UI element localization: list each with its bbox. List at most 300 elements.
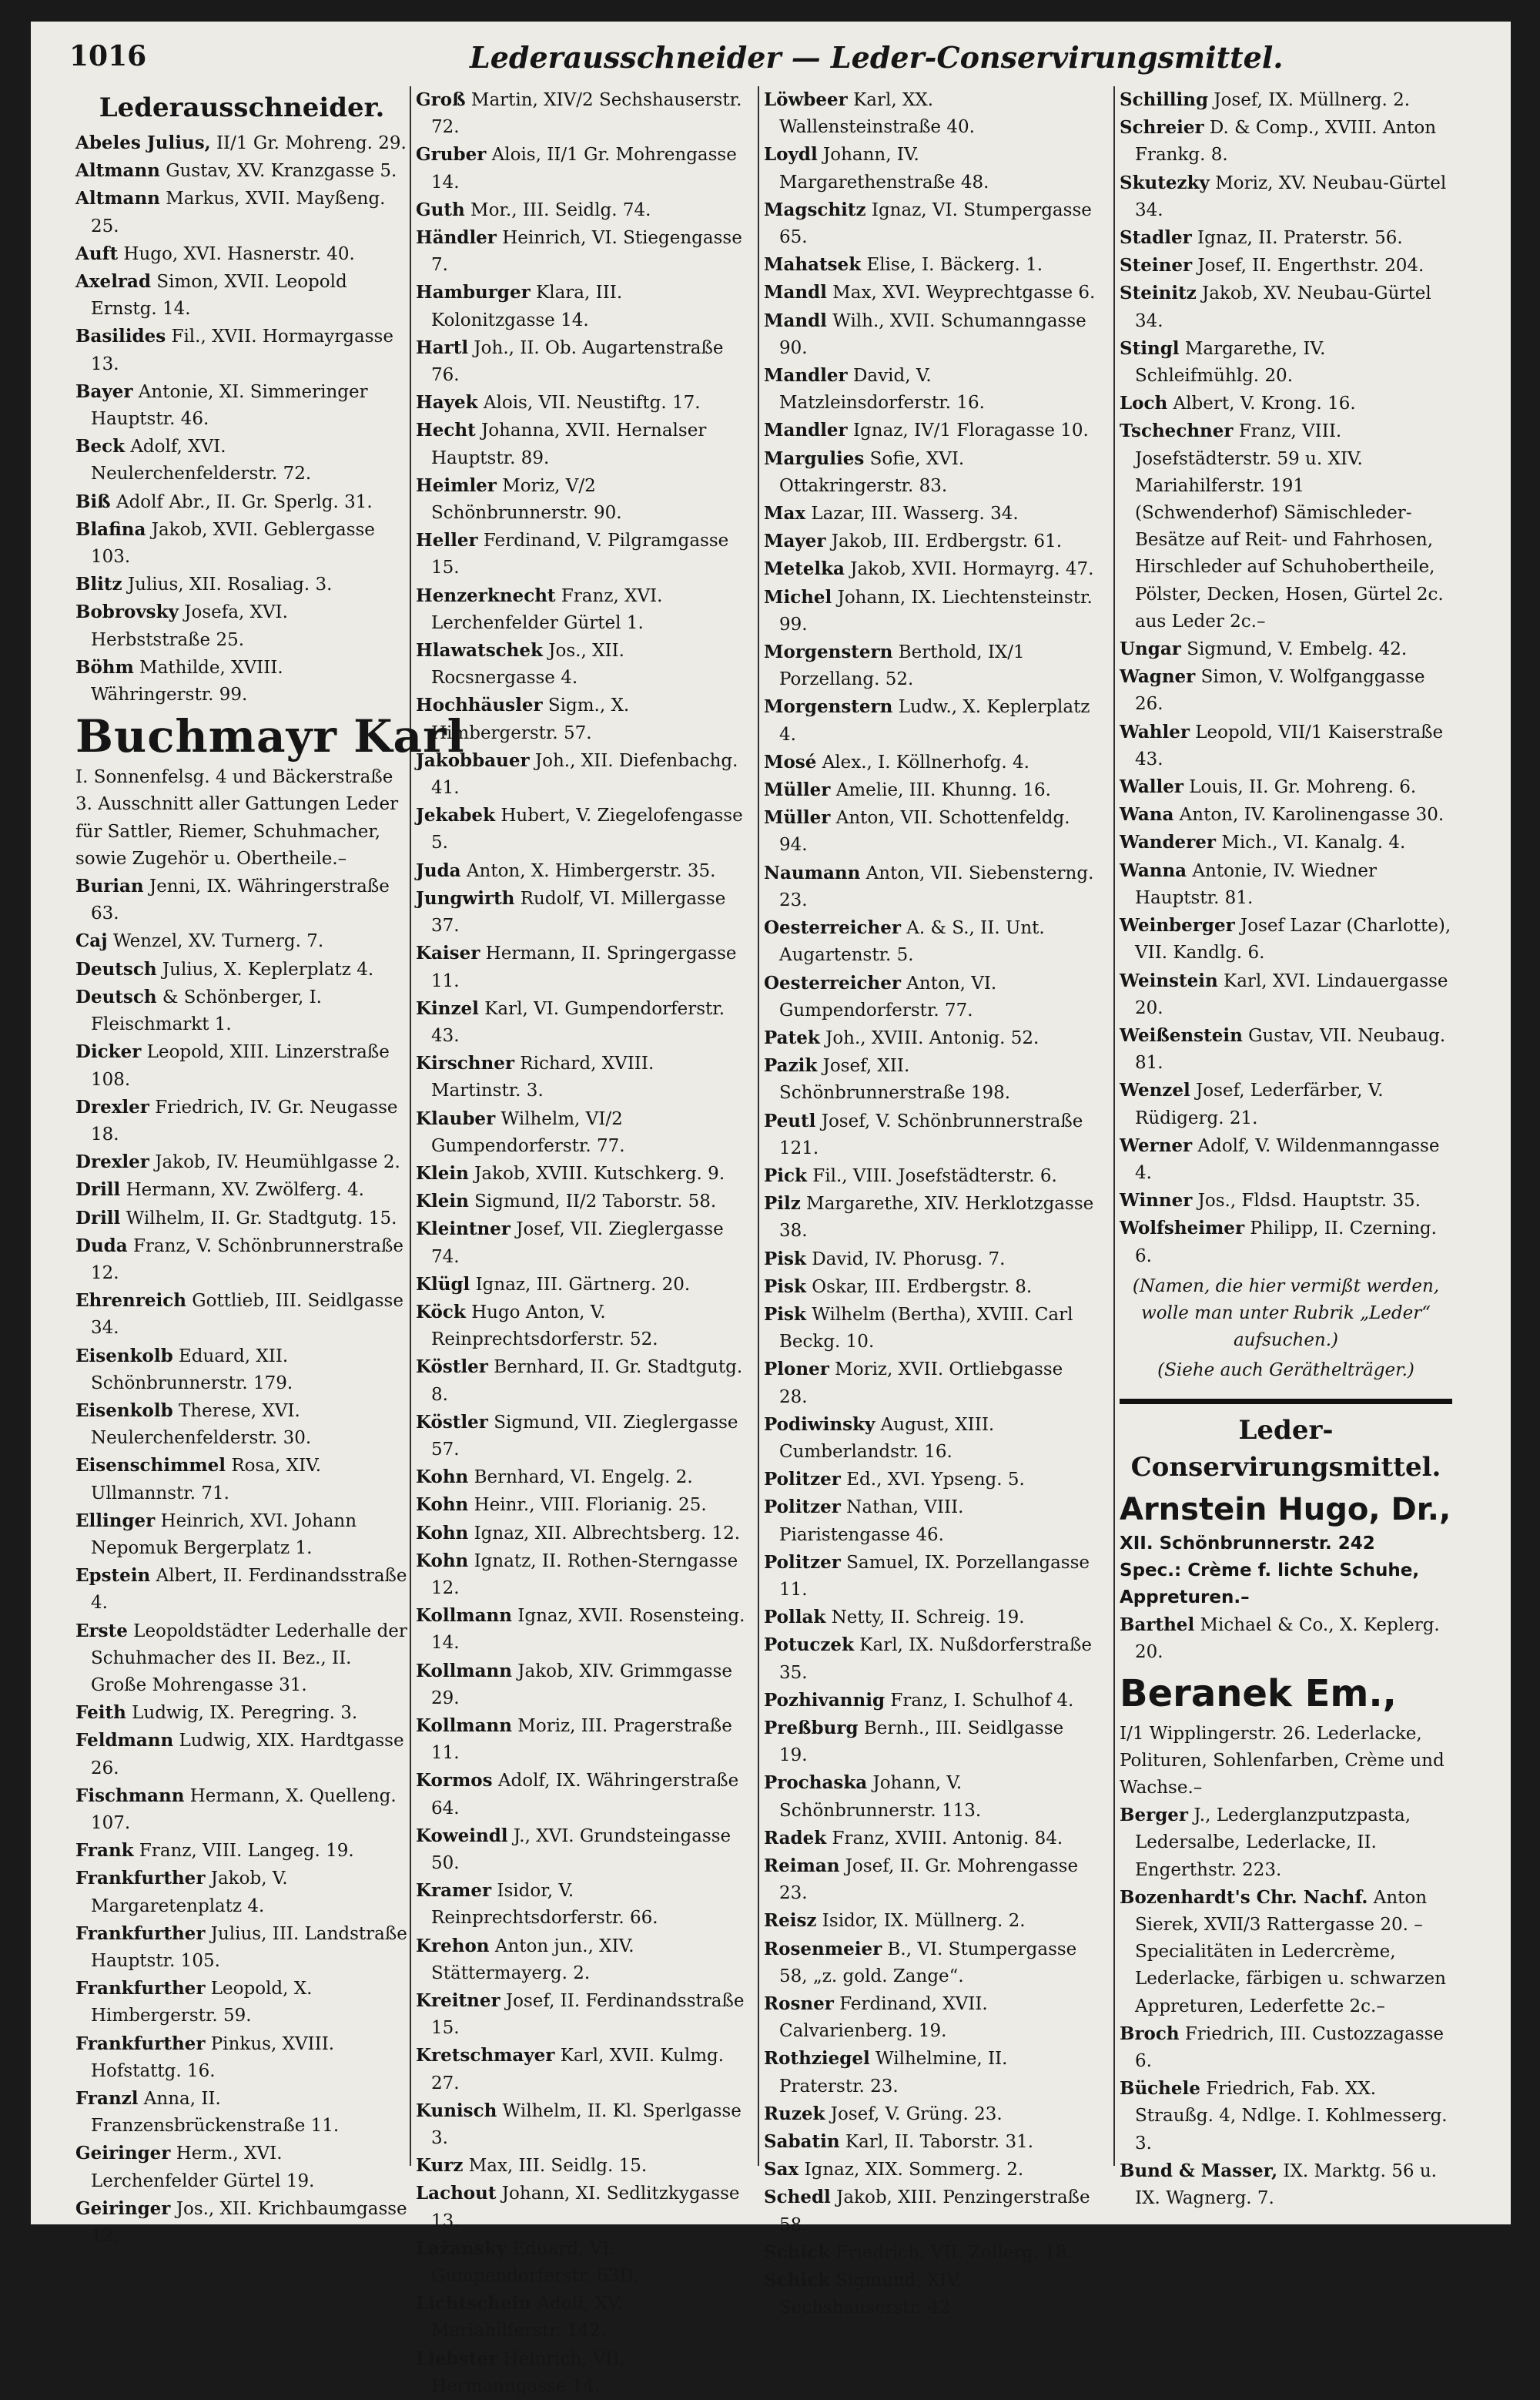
entry-text: Joh., XII. Diefenbachg. 41.	[431, 750, 738, 799]
entry	[416, 1463, 748, 1491]
entry	[1120, 86, 1452, 114]
entry-name: Pilz	[764, 1193, 801, 1215]
entry-list	[1120, 1802, 1452, 2212]
entry	[764, 2267, 1096, 2321]
entry	[764, 1493, 1096, 1548]
entry-text: David, V. Matzleinsdorferstr. 16.	[779, 366, 985, 414]
entry	[75, 1176, 408, 1204]
entry	[416, 1712, 748, 1767]
entry-text: Ignaz, II. Praterstr. 56.	[1191, 228, 1403, 249]
entry-text: Leopold, VII/1 Kaiserstraße 43.	[1135, 722, 1444, 769]
entry	[75, 1975, 408, 2030]
entry-name: Steiner	[1120, 255, 1193, 277]
entry-text: Leopoldstädter Lederhalle der Schuhmacher des II. Bez., II. Große Mohrengasse 31.	[91, 1621, 407, 1695]
entry-name: Köstler	[416, 1356, 488, 1378]
entry-name: Gruber	[416, 144, 487, 166]
entry	[416, 389, 748, 417]
entry-list	[75, 129, 408, 709]
entry-name: Kollmann	[416, 1605, 512, 1627]
entry	[764, 2100, 1096, 2128]
entry-text: Adolf, XVI. Neulerchenfelderstr. 72.	[91, 437, 312, 484]
entry	[764, 639, 1096, 693]
entry-text: Mich., VI. Kanalg. 4.	[1216, 833, 1406, 853]
entry-text: Gottlieb, III. Seidlgasse 34.	[91, 1291, 403, 1339]
entry-text: Karl, XVII. Kulmg. 27.	[431, 2046, 725, 2093]
entry-text: Ignaz, IV/1 Floragasse 10.	[847, 421, 1089, 441]
entry-text: Anton, VI. Gumpendorferstr. 77.	[779, 973, 997, 1021]
entry-text: David, IV. Phorusg. 7.	[805, 1249, 1006, 1269]
entry-name: Drill	[75, 1207, 121, 1228]
entry-name: Schreier	[1120, 117, 1204, 139]
entry-text: Albert, II. Ferdinandsstraße 4.	[91, 1566, 407, 1614]
entry-text: Leopold, X. Himbergerstr. 59.	[91, 1979, 313, 2026]
entry-text: J., XVI. Grundsteingasse 50.	[431, 1825, 732, 1873]
entry-text: Ignaz, VI. Stumpergasse 65.	[779, 199, 1092, 248]
entry-name: Hlawatschek	[416, 640, 543, 662]
column-4	[1120, 86, 1452, 2212]
entry-name: Müller	[764, 779, 831, 801]
entry-name: Kohn	[416, 1522, 469, 1544]
entry-name: Kreitner	[416, 1990, 500, 2012]
entry-name: Kleintner	[416, 1218, 511, 1240]
entry-text: Josef, II. Ferdinandsstraße 15.	[431, 1991, 745, 2039]
entry-name: Loydl	[764, 144, 818, 166]
entry-name: Krehon	[416, 1935, 490, 1956]
entry-name: Wahler	[1120, 721, 1190, 742]
entry-name: Ruzek	[764, 2103, 825, 2124]
entry-text: Gustav, VII. Neubaug. 81.	[1135, 1025, 1446, 1074]
entry-text: Elise, I. Bäckerg. 1.	[861, 255, 1043, 276]
entry-name: Klügl	[416, 1273, 470, 1295]
section-heading: Lederausschneider.	[99, 92, 385, 123]
entry-name: Werner	[1120, 1135, 1193, 1156]
entry	[416, 1987, 748, 2042]
entry-text: Hermann, II. Springergasse 11.	[431, 944, 737, 991]
entry	[416, 1767, 748, 1822]
entry-text: Max, III. Seidlg. 15.	[463, 2156, 648, 2177]
entry	[764, 804, 1096, 859]
entry	[75, 927, 408, 955]
entry-text: Karl, II. Taborstr. 31.	[839, 2132, 1034, 2153]
entry	[764, 307, 1096, 362]
entry-text: Jakob, XIII. Penzingerstraße 58.	[779, 2187, 1090, 2235]
entry-text: Eduard, VI. Gumpendorferstr. 63D.	[431, 2238, 639, 2287]
entry-name: Dicker	[75, 1041, 142, 1063]
entry	[764, 528, 1096, 555]
entry-name: Burian	[75, 876, 144, 897]
entry-name: Deutsch	[75, 958, 157, 980]
entry-name: Metelka	[764, 558, 845, 580]
entry-text: Johann, IX. Liechtensteinstr. 99.	[779, 587, 1093, 635]
entry-name: Kinzel	[416, 997, 479, 1019]
entry	[1120, 773, 1452, 801]
entry	[764, 2239, 1096, 2267]
column-2	[416, 86, 748, 2400]
advertisement-text: Spec.: Crème f. lichte Schuhe, Appreturen.–	[1120, 1560, 1420, 1607]
entry-name: Patek	[764, 1027, 820, 1048]
entry	[764, 1301, 1096, 1356]
entry	[1120, 224, 1452, 252]
entry-name: Wana	[1120, 804, 1174, 826]
entry-name: Blafina	[75, 518, 146, 540]
entry-text: Louis, II. Gr. Mohreng. 6.	[1183, 777, 1417, 798]
entry-name: Wenzel	[1120, 1080, 1190, 1101]
entry-text: Johanna, XVII. Hernalser Hauptstr. 89.	[431, 421, 707, 468]
entry-name: Rosenmeier	[764, 1938, 882, 1959]
entry-text: Max, XVI. Weyprechtgasse 6.	[826, 283, 1096, 303]
entry	[764, 86, 1096, 141]
entry-name: Basilides	[75, 326, 166, 347]
entry-text: Joh., XVIII. Antonig. 52.	[819, 1027, 1040, 1048]
entry-text: Ludw., X. Keplerplatz 4.	[779, 697, 1090, 745]
entry	[75, 1148, 408, 1176]
entry	[75, 2030, 408, 2085]
entry-name: Eisenkolb	[75, 1345, 173, 1366]
entry-text: Franz, VIII. Langeg. 19.	[133, 1841, 354, 1862]
column-divider	[758, 86, 759, 2166]
entry-name: Lachout	[416, 2183, 497, 2204]
entry-name: Stadler	[1120, 227, 1192, 249]
entry-name: Schick	[764, 2241, 831, 2263]
entry-name: Pisk	[764, 1248, 806, 1269]
entry-name: Wanderer	[1120, 832, 1217, 853]
entry-text: Franz, XVI. Lerchenfelder Gürtel 1.	[431, 585, 663, 633]
entry-name: Mosé	[764, 751, 817, 773]
entry-text: Samuel, IX. Porzellangasse 11.	[779, 1552, 1090, 1600]
entry	[416, 2097, 748, 2152]
entry-text: Jakob, XVII. Geblergasse 103.	[91, 519, 375, 568]
entry	[764, 417, 1096, 444]
entry-text: Ignaz, XII. Albrechtsberg. 12.	[468, 1523, 741, 1544]
entry-text: Ignatz, II. Rothen-Sterngasse 12.	[431, 1550, 738, 1598]
entry-text: Friedrich, Fab. XX. Straußg. 4, Ndlge. I. Kohlmesserg. 3.	[1135, 2079, 1448, 2154]
entry-text: Rudolf, VI. Millergasse 37.	[431, 888, 726, 937]
entry	[416, 1299, 748, 1353]
entry	[1120, 1215, 1452, 1269]
entry-text: Jakob, V. Margaretenplatz 4.	[91, 1869, 288, 1916]
entry	[764, 1990, 1096, 2045]
entry	[764, 141, 1096, 196]
entry	[1120, 335, 1452, 390]
entry	[75, 1782, 408, 1837]
entry-text: Oskar, III. Erdbergstr. 8.	[805, 1276, 1033, 1297]
entry	[75, 984, 408, 1038]
entry	[764, 362, 1096, 417]
entry-name: Fischmann	[75, 1785, 185, 1806]
entry-text: Fil., VIII. Josefstädterstr. 6.	[806, 1165, 1057, 1186]
entry-list	[416, 86, 748, 2400]
entry-text: Karl, VI. Gumpendorferstr. 43.	[431, 998, 725, 1046]
entry	[1120, 1884, 1452, 2020]
section-rule	[1120, 1399, 1452, 1404]
entry	[75, 1727, 408, 1782]
entry	[75, 1452, 408, 1507]
entry	[416, 279, 748, 334]
entry-text: Karl, XVI. Lindauergasse 20.	[1135, 970, 1448, 1018]
entry-text: Jos., XII. Krichbaumgasse 12.	[91, 2198, 407, 2247]
entry-name: Kramer	[416, 1880, 492, 1902]
entry-text: Johann, IV. Margarethenstraße 48.	[779, 145, 989, 193]
entry-text: B., VI. Stumpergasse 58, „z. gold. Zange“.	[779, 1939, 1077, 1986]
entry	[764, 1769, 1096, 1824]
entry-text: Sigmund, XIV. Sechshauserstr. 42.	[779, 2271, 962, 2318]
entry	[1120, 635, 1452, 663]
entry-name: Pisk	[764, 1303, 806, 1325]
entry	[75, 571, 408, 598]
entry	[75, 323, 408, 377]
entry-name: Pollak	[764, 1607, 826, 1628]
entry	[1120, 2157, 1452, 2212]
page-header	[69, 40, 1465, 79]
entry-name: Feith	[75, 1702, 126, 1724]
entry-name: Sabatin	[764, 2131, 840, 2153]
entry	[416, 1491, 748, 1519]
entry-text: Karl, XX. Wallensteinstraße 40.	[779, 90, 975, 138]
entry	[75, 433, 408, 488]
entry	[416, 1271, 748, 1299]
column-divider	[1113, 86, 1115, 2166]
entry	[416, 196, 748, 224]
entry-name: Morgenstern	[764, 696, 893, 718]
entry-text: Josef, V. Grüng. 23.	[825, 2103, 1003, 2124]
entry-name: Sax	[764, 2159, 799, 2180]
entry-name: Heimler	[416, 474, 497, 496]
advertiser-name: Beranek Em.,	[1120, 1671, 1397, 1715]
entry-name: Barthel	[1120, 1614, 1195, 1636]
entry	[75, 488, 408, 516]
entry	[75, 873, 408, 927]
entry-name: Frankfurther	[75, 2033, 206, 2054]
entry	[1120, 663, 1452, 718]
entry	[764, 1907, 1096, 1935]
entry-name: Jungwirth	[416, 887, 515, 909]
entry-text: Herm., XVI. Lerchenfelder Gürtel 19.	[91, 2144, 315, 2191]
entry	[75, 1507, 408, 1562]
entry-text: Isidor, V. Reinprechtsdorferstr. 66.	[431, 1881, 658, 1929]
entry-name: Erste	[75, 1620, 128, 1641]
entry-name: Bozenhardt's Chr. Nachf.	[1120, 1886, 1368, 1908]
entry	[75, 185, 408, 240]
entry-name: Pisk	[764, 1275, 806, 1297]
entry-text: Franz, I. Schulhof 4.	[885, 1690, 1074, 1711]
entry	[764, 251, 1096, 279]
entry-list	[1120, 86, 1452, 1270]
entry	[75, 2195, 408, 2250]
entry	[416, 1105, 748, 1160]
entry-name: Kohn	[416, 1466, 469, 1488]
entry	[1120, 2020, 1452, 2075]
entry	[764, 445, 1096, 500]
entry	[764, 860, 1096, 914]
entry-name: Skutezky	[1120, 172, 1210, 193]
entry-text: Margarethe, IV. Schleifmühlg. 20.	[1135, 338, 1326, 387]
entry-name: Oesterreicher	[764, 972, 901, 994]
entry	[1120, 1611, 1452, 1666]
entry-name: Naumann	[764, 862, 861, 883]
entry-name: Händler	[416, 227, 497, 249]
entry-text: Alois, VII. Neustiftg. 17.	[477, 393, 701, 414]
entry-name: Kohn	[416, 1550, 469, 1571]
entry-text: Johann, V. Schönbrunnerstr. 113.	[779, 1773, 982, 1821]
entry-name: Frankfurther	[75, 1868, 206, 1889]
entry-text: Netty, II. Schreig. 19.	[825, 1607, 1025, 1628]
entry-name: Schedl	[764, 2187, 831, 2208]
entry-name: Caj	[75, 930, 108, 952]
entry-name: Axelrad	[75, 271, 152, 293]
entry-text: Rosa, XIV. Ullmannstr. 71.	[91, 1456, 322, 1503]
entry-name: Potuczek	[764, 1634, 854, 1656]
entry-name: Lažansky	[416, 2237, 507, 2259]
entry	[764, 1273, 1096, 1301]
entry	[416, 2180, 748, 2234]
entry-name: Hayek	[416, 392, 478, 414]
entry-name: Berger	[1120, 1805, 1189, 1826]
entry-name: Magschitz	[764, 199, 866, 220]
entry-text: Ignaz, III. Gärtnerg. 20.	[470, 1274, 691, 1295]
entry	[764, 1245, 1096, 1273]
entry-text: D. & Comp., XVIII. Anton Frankg. 8.	[1135, 118, 1437, 166]
advertiser-name: Buchmayr Karl	[75, 710, 465, 763]
entry-text: Ferdinand, V. Pilgramgasse 15.	[431, 531, 729, 578]
entry-text: Mathilde, XVIII. Währingerstr. 99.	[91, 657, 283, 706]
entry-name: Stingl	[1120, 337, 1180, 359]
entry	[416, 224, 748, 279]
entry-name: Weinberger	[1120, 915, 1235, 937]
entry	[416, 86, 748, 141]
entry	[764, 500, 1096, 528]
entry-text: Simon, V. Wolfganggasse 26.	[1135, 667, 1425, 715]
entry-text: Anton, X. Himbergerstr. 35.	[460, 860, 716, 881]
entry-text: Moriz, XVII. Ortliebgasse 28.	[779, 1359, 1063, 1407]
entry-text: Heinrich, VII. Hermanngasse 14.	[431, 2348, 625, 2396]
entry-name: Jekabek	[416, 805, 496, 826]
entry	[416, 637, 748, 692]
entry-name: Steinitz	[1120, 283, 1197, 304]
entry-name: Waller	[1120, 776, 1183, 798]
entry-name: Frankfurther	[75, 1922, 206, 1944]
entry-name: Oesterreicher	[764, 917, 901, 939]
entry-text: Philipp, II. Czerning. 6.	[1135, 1218, 1437, 1266]
entry	[764, 1052, 1096, 1107]
entry-text: Ludwig, IX. Peregring. 3.	[126, 1703, 358, 1724]
entry-name: Abeles Julius,	[75, 132, 211, 153]
entry-name: Drill	[75, 1179, 121, 1201]
advertiser-name: Arnstein Hugo, Dr.,	[1120, 1491, 1451, 1527]
entry	[764, 1604, 1096, 1631]
entry-name: Liebster	[416, 2348, 497, 2369]
entry-text: Ignaz, XVII. Rosensteing. 14.	[431, 1606, 745, 1654]
entry-name: Bayer	[75, 380, 133, 402]
entry-text: Adolf, V. Wildenmanngasse 4.	[1135, 1135, 1440, 1183]
entry-name: Politzer	[764, 1469, 841, 1490]
entry	[75, 378, 408, 433]
entry-text: Anton, VII. Schottenfeldg. 94.	[779, 808, 1070, 856]
entry-name: Kollmann	[416, 1660, 512, 1681]
entry-text: Hermann, XV. Zwölferg. 4.	[120, 1180, 364, 1201]
entry-text: Amelie, III. Khunng. 16.	[830, 780, 1051, 801]
entry-name: Franzl	[75, 2088, 139, 2110]
entry	[416, 1215, 748, 1270]
entry-text: Julius, X. Keplerplatz 4.	[156, 959, 374, 980]
entry-name: Pazik	[764, 1055, 818, 1077]
entry-name: Altmann	[75, 188, 160, 209]
entry	[1120, 1802, 1452, 1884]
entry-text: Jakob, XV. Neubau-Gürtel 34.	[1135, 283, 1431, 331]
entry-name: Morgenstern	[764, 642, 893, 663]
entry-name: Mahatsek	[764, 254, 862, 276]
entry-name: Kirschner	[416, 1053, 514, 1074]
entry	[416, 582, 748, 637]
entry-name: Pick	[764, 1165, 807, 1186]
entry	[416, 885, 748, 940]
entry	[75, 1342, 408, 1397]
entry	[416, 2345, 748, 2400]
entry-name: Kunisch	[416, 2100, 497, 2121]
entry	[416, 1547, 748, 1602]
entry-name: Loch	[1120, 393, 1168, 414]
entry-name: Bobrovsky	[75, 602, 179, 623]
entry-text: Sigm., X. Himbergerstr. 57.	[431, 696, 630, 743]
entry	[764, 1466, 1096, 1493]
entry	[416, 940, 748, 994]
entry-text: Josef, II. Gr. Mohrengasse 23.	[779, 1856, 1079, 1904]
entry	[764, 1356, 1096, 1410]
entry	[75, 157, 408, 185]
entry-text: Heinrich, XVI. Johann Nepomuk Bergerplatz 1.	[91, 1510, 357, 1558]
entry	[1120, 2075, 1452, 2157]
entry	[416, 1520, 748, 1547]
entry-text: Josef, Lederfärber, V. Rüdigerg. 21.	[1135, 1081, 1384, 1128]
entry	[75, 1865, 408, 1919]
entry	[1120, 912, 1452, 967]
entry	[416, 141, 748, 196]
entry-text: Wilhelm (Bertha), XVIII. Carl Beckg. 10.	[779, 1304, 1073, 1353]
entry-text: Antonie, IV. Wiedner Hauptstr. 81.	[1135, 860, 1377, 908]
entry	[416, 857, 748, 885]
entry-name: Podiwinsky	[764, 1413, 875, 1435]
entry-text: IX. Marktg. 56 u. IX. Wagnerg. 7.	[1135, 2160, 1437, 2209]
entry-name: Max	[764, 503, 806, 525]
entry	[764, 1162, 1096, 1190]
entry-text: Bernh., III. Seidlgasse 19.	[779, 1718, 1064, 1766]
entry-text: Julius, XII. Rosaliag. 3.	[122, 575, 333, 595]
entry-name: Michel	[764, 586, 832, 608]
entry-name: Deutsch	[75, 986, 157, 1007]
entry-text: II/1 Gr. Mohreng. 29.	[210, 133, 407, 153]
entry-name: Margulies	[764, 447, 865, 469]
entry-name: Kollmann	[416, 1715, 512, 1736]
entry-text: Franz, XVIII. Antonig. 84.	[826, 1828, 1063, 1849]
entry-text: Hugo, XVI. Hasnerstr. 40.	[118, 243, 355, 264]
entry-text: Bernhard, VI. Engelg. 2.	[468, 1467, 693, 1488]
entry-text: Moriz, III. Pragerstraße 11.	[431, 1715, 732, 1764]
entry-name: Köstler	[416, 1411, 488, 1433]
entry-text: Gustav, XV. Kranzgasse 5.	[159, 161, 397, 182]
entry-name: Klein	[416, 1191, 469, 1212]
entry	[416, 2235, 748, 2290]
entry-name: Preßburg	[764, 1717, 859, 1738]
entry	[75, 598, 408, 653]
entry-name: Guth	[416, 199, 465, 220]
entry	[764, 196, 1096, 251]
entry-text: Adolf, IX. Währingerstraße 64.	[431, 1771, 739, 1818]
entry	[416, 1822, 748, 1877]
entry	[416, 1409, 748, 1463]
entry	[764, 1936, 1096, 1990]
entry	[764, 1190, 1096, 1245]
entry	[1120, 114, 1452, 169]
entry-name: Beck	[75, 436, 126, 458]
